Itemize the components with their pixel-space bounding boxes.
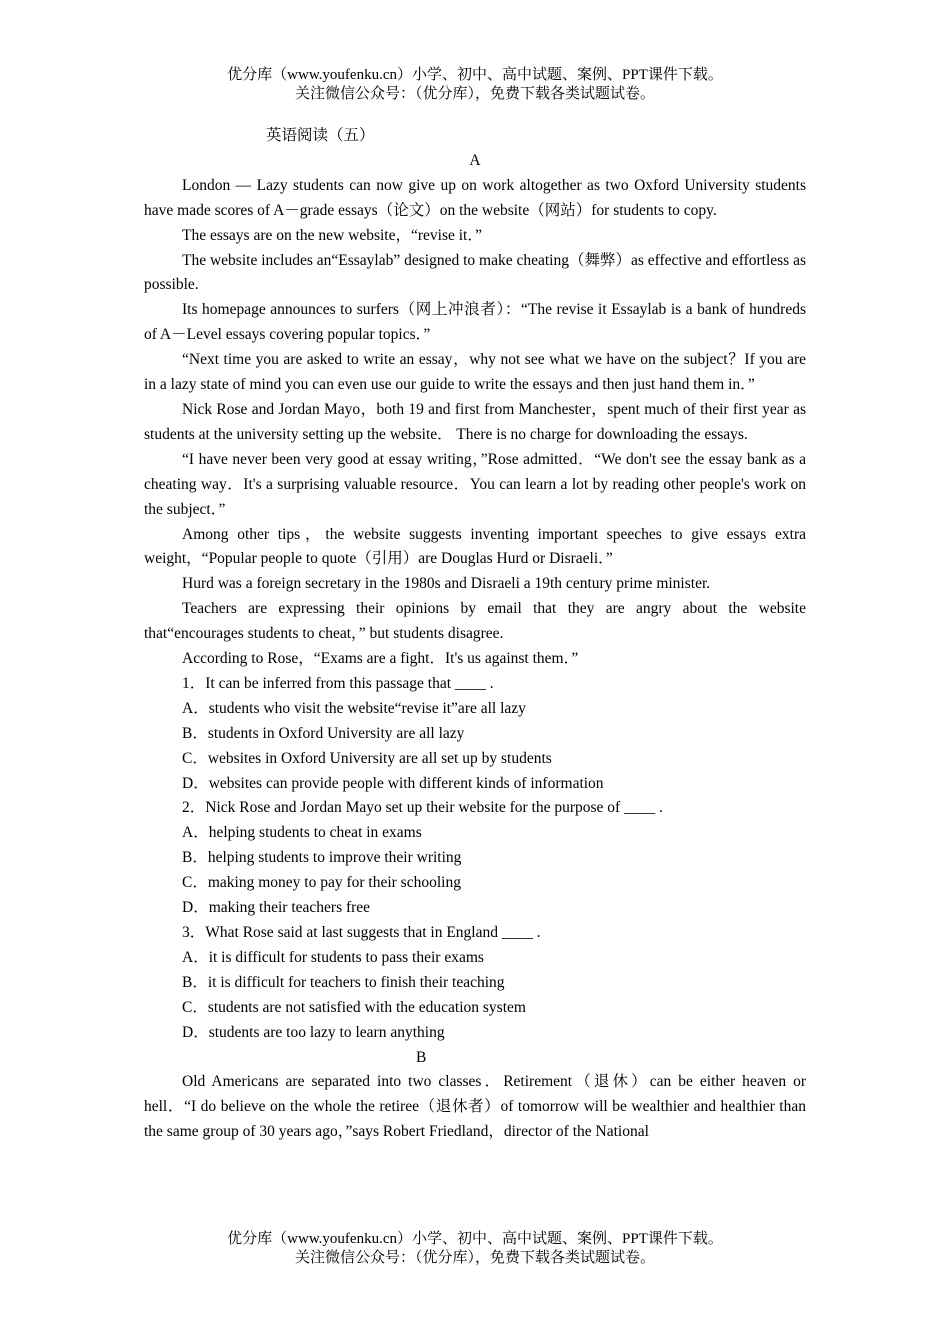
section-b-label: B [416, 1048, 427, 1066]
question-stem: 2．Nick Rose and Jordan Mayo set up their website for the purpose of ____ . [182, 799, 663, 817]
doc-title: 英语阅读（五） [266, 127, 375, 144]
paragraph: Old Americans are separated into two classes．Retirement（退休）can be either heaven or hell．“I do believe on the whole the retiree（退休者）of tomorrow will be wealthier and healthier than the same group of 30 years ago，”says Robert Friedland，director of the National [144, 1073, 806, 1141]
paragraph: Hurd was a foreign secretary in the 1980s and Disraeli a 19th century prime minister. [182, 575, 711, 593]
footer-line-2: 关注微信公众号：（优分库），免费下载各类试题试卷。 [294, 1250, 655, 1266]
option: B．it is difficult for teachers to finish their teaching [182, 973, 505, 991]
paragraph: According to Rose，“Exams are a fight．It's us against them．” [182, 650, 579, 668]
paragraph: “Next time you are asked to write an essay，why not see what we have on the subject？If you are in a lazy state of mind you can even use our guide to write the essays and then just hand them in．” [144, 351, 806, 394]
section-a-label: A [469, 151, 481, 169]
paragraph: The essays are on the new website，“revise it．” [182, 226, 482, 244]
paragraph: Nick Rose and Jordan Mayo，both 19 and first from Manchester，spent much of their first year as students at the university setting up the website． There is no charge for downloading the essays. [144, 400, 806, 443]
question-stem: 1．It can be inferred from this passage that ____ . [182, 674, 494, 692]
question-stem: 3．What Rose said at last suggests that in England ____ . [182, 924, 541, 941]
paragraph: Teachers are expressing their opinions by email that they are angry about the website that“encourages students to cheat，” but students disagree. [144, 600, 806, 643]
page-footer [0, 1230, 950, 1268]
page-header [0, 66, 950, 104]
option: C．websites in Oxford University are all set up by students [182, 749, 552, 767]
paragraph: Among other tips，the website suggests inventing important speeches to give essays extra weight，“Popular people to quote（引用）are Douglas Hurd or Disraeli．” [144, 525, 806, 568]
option: D．students are too lazy to learn anything [182, 1023, 445, 1041]
option: D．making their teachers free [182, 899, 371, 917]
header-line-2: 关注微信公众号：（优分库），免费下载各类试题试卷。 [294, 86, 655, 102]
option: C．students are not satisfied with the education system [182, 998, 526, 1016]
option: B．helping students to improve their writing [182, 849, 462, 867]
option: A．helping students to cheat in exams [182, 824, 422, 842]
paragraph: London — Lazy students can now give up on work altogether as two Oxford University students have made scores of A－grade essays（论文）on the website（网站）for students to copy. [144, 176, 806, 219]
option: C．making money to pay for their schooling [182, 874, 461, 892]
option: A．it is difficult for students to pass their exams [182, 948, 484, 966]
option: B．students in Oxford University are all lazy [182, 724, 465, 742]
header-line-1: 优分库（www.youfenku.cn）小学、初中、高中试题、案例、PPT课件下载。 [227, 67, 723, 83]
paragraph: The website includes an“Essaylab” designed to make cheating（舞弊）as effective and effortless as possible. [144, 251, 806, 294]
footer-line-1: 优分库（www.youfenku.cn）小学、初中、高中试题、案例、PPT课件下载。 [227, 1231, 723, 1247]
paragraph: “I have never been very good at essay writing，”Rose admitted．“We don't see the essay bank as a cheating way．It's a surprising valuable resource．You can learn a lot by reading other people's work on the subject．” [144, 450, 806, 518]
option: D．websites can provide people with different kinds of information [182, 774, 604, 792]
document-body [144, 124, 806, 1145]
paragraph: Its homepage announces to surfers（网上冲浪者）：“The revise it Essaylab is a bank of hundreds of A－Level essays covering popular topics．” [144, 301, 806, 344]
option: A．students who visit the website“revise it”are all lazy [182, 699, 526, 717]
